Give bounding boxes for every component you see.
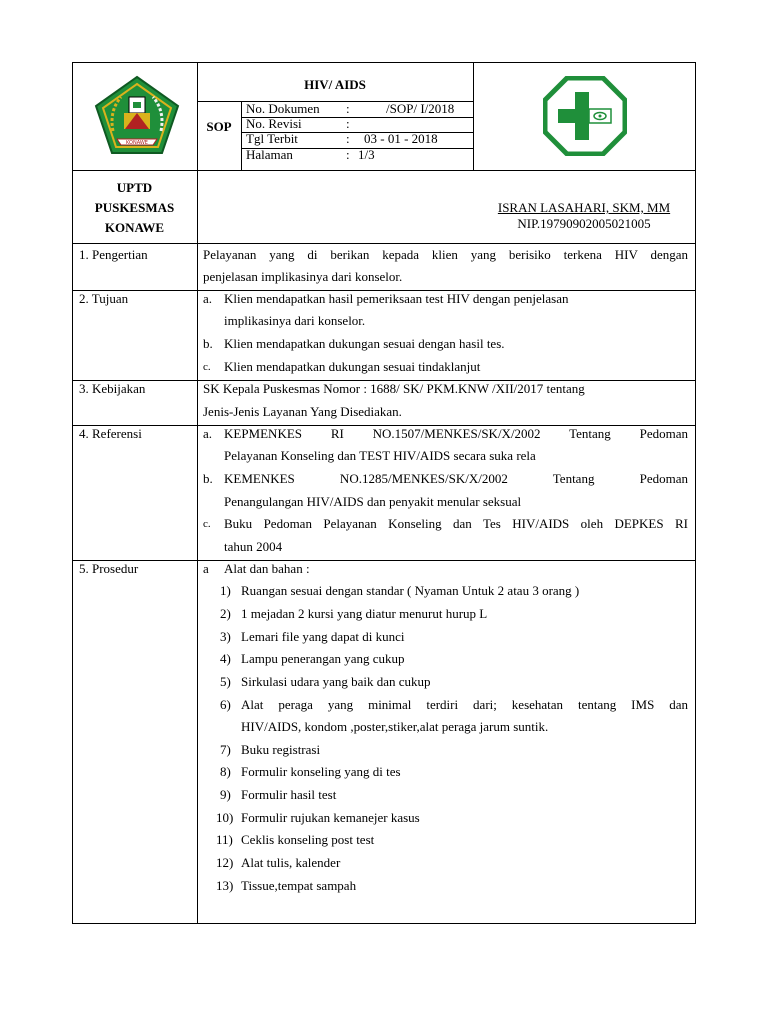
- list-marker: a.: [203, 291, 213, 306]
- list-item-line: Formulir hasil test: [241, 787, 337, 802]
- list-marker: 6): [220, 697, 231, 712]
- doc-field-value: /SOP/ I/2018: [386, 101, 455, 116]
- list-item-line: Lemari file yang dapat di kunci: [241, 629, 405, 644]
- org-name-line: UPTD: [116, 180, 153, 195]
- signatory-name: ISRAN LASAHARI, SKM, MM: [497, 200, 671, 215]
- list-marker: 1): [220, 583, 231, 598]
- list-marker: b.: [203, 471, 213, 486]
- list-item-line: Penangulangan HIV/AIDS dan penyakit menular seksual: [224, 494, 522, 509]
- doc-field-label: No. Revisi: [246, 116, 302, 131]
- list-item-line: HIV/AIDS, kondom ,poster,stiker,alat peraga jarum suntik.: [241, 719, 549, 734]
- doc-field-sep: :: [346, 131, 350, 146]
- list-item-line: 1 mejadan 2 kursi yang diatur menurut hurup L: [241, 606, 488, 621]
- list-item-line: Sirkulasi udara yang baik dan cukup: [241, 674, 431, 689]
- list-marker: c.: [203, 361, 211, 373]
- list-item-line: Ruangan sesuai dengan standar ( Nyaman Untuk 2 atau 3 orang ): [241, 583, 580, 598]
- doc-field-label: Halaman: [246, 147, 293, 162]
- list-item-line: Pelayanan Konseling dan TEST HIV/AIDS secara suka rela: [224, 448, 536, 463]
- doc-field-value: 03 - 01 - 2018: [364, 131, 438, 146]
- section-label: 1. Pengertian: [79, 247, 148, 262]
- doc-field-value: 1/3: [358, 147, 375, 162]
- section-text-line: Pelayanan yang di berikan kepada klien yang berisiko terkena HIV dengan: [203, 247, 688, 262]
- sop-label: SOP: [206, 119, 232, 134]
- sub-marker: a: [203, 561, 209, 576]
- list-item-line: KEMENKES NO.1285/MENKES/SK/X/2002 Tentang Pedoman: [224, 471, 688, 486]
- list-marker: 8): [220, 764, 231, 779]
- list-item-line: Klien mendapatkan dukungan sesuai tindaklanjut: [224, 359, 481, 374]
- section-text-line: SK Kepala Puskesmas Nomor : 1688/ SK/ PKM.KNW /XII/2017 tentang: [203, 381, 585, 396]
- list-item-line: Formulir konseling yang di tes: [241, 764, 401, 779]
- svg-text:KONAWE: KONAWE: [126, 140, 148, 146]
- list-item-line: Formulir rujukan kemanejer kasus: [241, 810, 420, 825]
- list-item-line: KEPMENKES RI NO.1507/MENKES/SK/X/2002 Tentang Pedoman: [224, 426, 688, 441]
- list-marker: 13): [216, 878, 234, 893]
- signatory-nip: NIP.19790902005021005: [517, 216, 651, 231]
- section-label: 2. Tujuan: [79, 291, 129, 306]
- list-marker: b.: [203, 336, 213, 351]
- list-marker: 9): [220, 787, 231, 802]
- list-marker: 2): [220, 606, 231, 621]
- list-marker: 4): [220, 651, 231, 666]
- list-item-line: implikasinya dari konselor.: [224, 313, 366, 328]
- list-item-line: Alat tulis, kalender: [241, 855, 341, 870]
- document-title: HIV/ AIDS: [304, 77, 366, 92]
- list-item-line: Klien mendapatkan hasil pemeriksaan test HIV dengan penjelasan: [224, 291, 569, 306]
- doc-field-sep: :: [346, 116, 350, 131]
- section-label: 4. Referensi: [79, 426, 142, 441]
- health-cross-icon: [543, 76, 627, 156]
- section-label: 3. Kebijakan: [79, 381, 146, 396]
- puskesmas-emblem-icon: [93, 75, 181, 155]
- list-item-line: Ceklis konseling post test: [241, 832, 375, 847]
- left-logo: [93, 75, 181, 155]
- org-name-line: KONAWE: [104, 220, 165, 235]
- sub-title: Alat dan bahan :: [224, 561, 310, 576]
- list-marker: a.: [203, 426, 213, 441]
- section-text-line: Jenis-Jenis Layanan Yang Disediakan.: [203, 404, 402, 419]
- list-marker: 10): [216, 810, 234, 825]
- list-item-line: Lampu penerangan yang cukup: [241, 651, 405, 666]
- list-marker: 5): [220, 674, 231, 689]
- list-marker: c.: [203, 518, 211, 530]
- list-item-line: Tissue,tempat sampah: [241, 878, 357, 893]
- list-item-line: Alat peraga yang minimal terdiri dari; kesehatan tentang IMS dan: [241, 697, 688, 712]
- right-logo: [543, 76, 627, 156]
- list-marker: 3): [220, 629, 231, 644]
- section-text-line: penjelasan implikasinya dari konselor.: [203, 269, 403, 284]
- org-name-line: PUSKESMAS: [94, 200, 175, 215]
- doc-field-label: No. Dokumen: [246, 101, 320, 116]
- list-marker: 11): [216, 832, 233, 847]
- list-item-line: tahun 2004: [224, 539, 283, 554]
- list-item-line: Klien mendapatkan dukungan sesuai dengan hasil tes.: [224, 336, 505, 351]
- doc-field-sep: :: [346, 101, 350, 116]
- list-item-line: Buku Pedoman Pelayanan Konseling dan Tes HIV/AIDS oleh DEPKES RI: [224, 516, 688, 531]
- list-marker: 12): [216, 855, 234, 870]
- doc-field-sep: :: [346, 147, 350, 162]
- list-marker: 7): [220, 742, 231, 757]
- list-item-line: Buku registrasi: [241, 742, 321, 757]
- section-label: 5. Prosedur: [79, 561, 139, 576]
- doc-field-label: Tgl Terbit: [246, 131, 298, 146]
